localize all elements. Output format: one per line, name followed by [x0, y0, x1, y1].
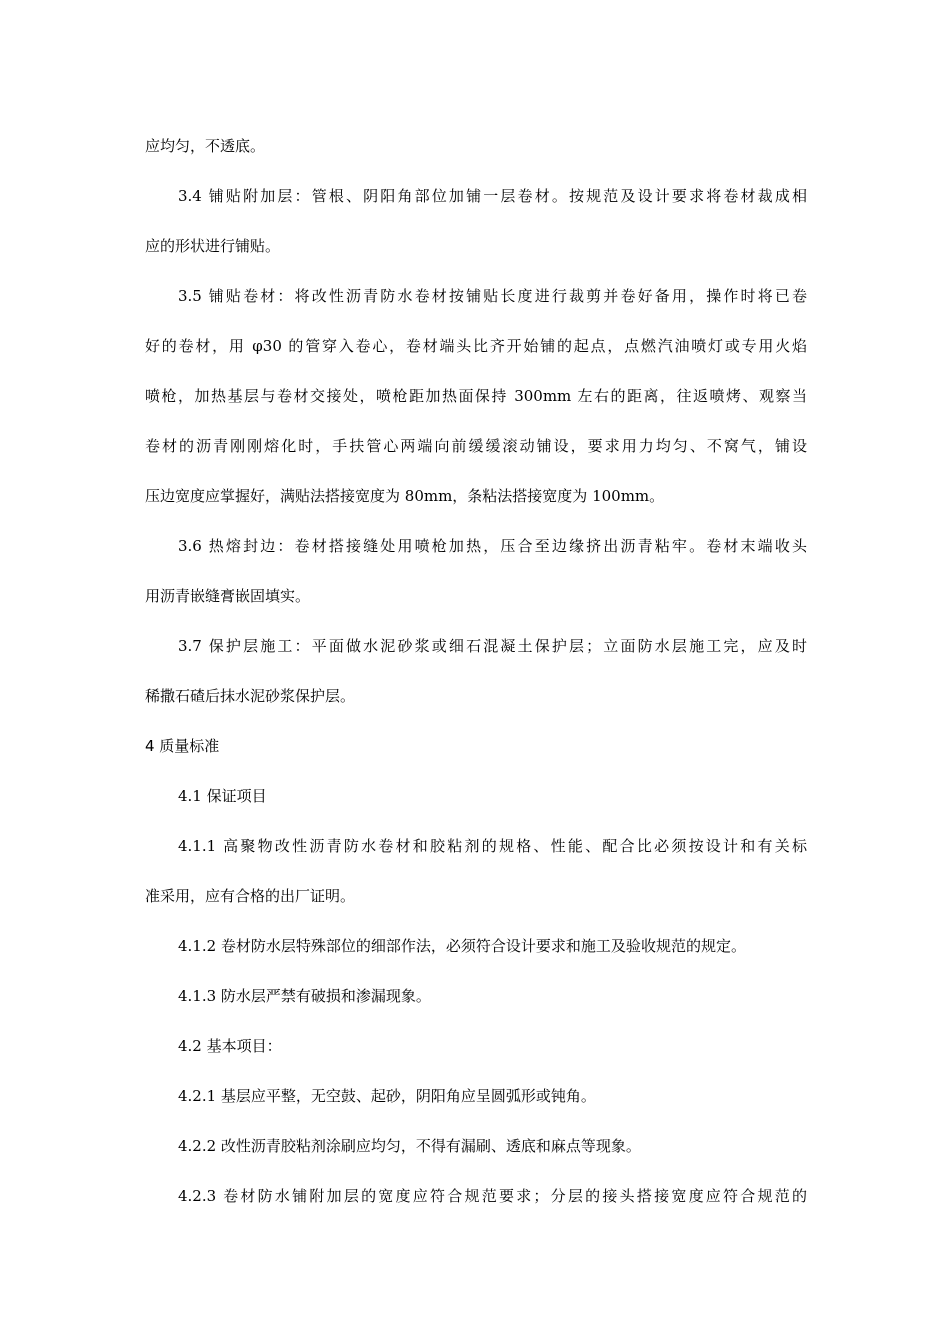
line-text: 稀撒石碴后抹水泥砂浆保护层。 [145, 687, 356, 705]
text-line [0, 786, 950, 806]
text-line [0, 386, 950, 406]
line-text: 4.2.3 卷材防水铺附加层的宽度应符合规范要求；分层的接头搭接宽度应符合规范的 [178, 1187, 807, 1205]
line-text: 4.2.2 改性沥青胶粘剂涂刷应均匀，不得有漏刷、透底和麻点等现象。 [178, 1137, 641, 1155]
text-line [0, 636, 950, 656]
text-line [0, 1036, 950, 1056]
text-line [0, 236, 950, 256]
text-line [0, 486, 950, 506]
line-text: 4.1 保证项目 [178, 787, 267, 805]
line-text: 卷材的沥青刚刚熔化时，手扶管心两端向前缓缓滚动铺设，要求用力均匀、不窝气，铺设 [145, 437, 807, 455]
line-text: 3.5 铺贴卷材：将改性沥青防水卷材按铺贴长度进行裁剪并卷好备用，操作时将已卷 [178, 287, 807, 305]
line-text: 3.4 铺贴附加层：管根、阴阳角部位加铺一层卷材。按规范及设计要求将卷材裁成相 [178, 187, 807, 205]
text-line [0, 1136, 950, 1156]
section-heading [0, 736, 950, 756]
line-text: 应的形状进行铺贴。 [145, 237, 281, 255]
text-line [0, 536, 950, 556]
text-line [0, 186, 950, 206]
text-line [0, 836, 950, 856]
line-text: 4.1.3 防水层严禁有破损和渗漏现象。 [178, 987, 431, 1005]
text-line [0, 136, 950, 156]
text-line [0, 936, 950, 956]
line-text: 3.7 保护层施工：平面做水泥砂浆或细石混凝土保护层；立面防水层施工完，应及时 [178, 637, 807, 655]
line-text: 应均匀，不透底。 [145, 137, 266, 155]
text-line [0, 436, 950, 456]
line-text: 喷枪，加热基层与卷材交接处，喷枪距加热面保持 300mm 左右的距离，往返喷烤、观察当 [145, 387, 807, 405]
line-text: 3.6 热熔封边：卷材搭接缝处用喷枪加热，压合至边缘挤出沥青粘牢。卷材末端收头 [178, 537, 807, 555]
text-line [0, 1186, 950, 1206]
text-line [0, 686, 950, 706]
text-line [0, 586, 950, 606]
text-line [0, 336, 950, 356]
line-text: 压边宽度应掌握好，满贴法搭接宽度为 80mm，条粘法搭接宽度为 100mm。 [145, 487, 665, 505]
text-line [0, 286, 950, 306]
line-text: 4.1.2 卷材防水层特殊部位的细部作法，必须符合设计要求和施工及验收规范的规定。 [178, 937, 746, 955]
text-line [0, 886, 950, 906]
text-line [0, 1086, 950, 1106]
line-text: 4.1.1 高聚物改性沥青防水卷材和胶粘剂的规格、性能、配合比必须按设计和有关标 [178, 837, 807, 855]
heading-text: 4 质量标准 [145, 737, 220, 755]
line-text: 用沥青嵌缝膏嵌固填实。 [145, 587, 311, 605]
line-text: 准采用，应有合格的出厂证明。 [145, 887, 356, 905]
line-text: 好的卷材，用 φ30 的管穿入卷心，卷材端头比齐开始铺的起点，点燃汽油喷灯或专用火焰 [145, 337, 807, 355]
line-text: 4.2 基本项目： [178, 1037, 282, 1055]
text-line [0, 986, 950, 1006]
line-text: 4.2.1 基层应平整，无空鼓、起砂，阴阳角应呈圆弧形或钝角。 [178, 1087, 596, 1105]
